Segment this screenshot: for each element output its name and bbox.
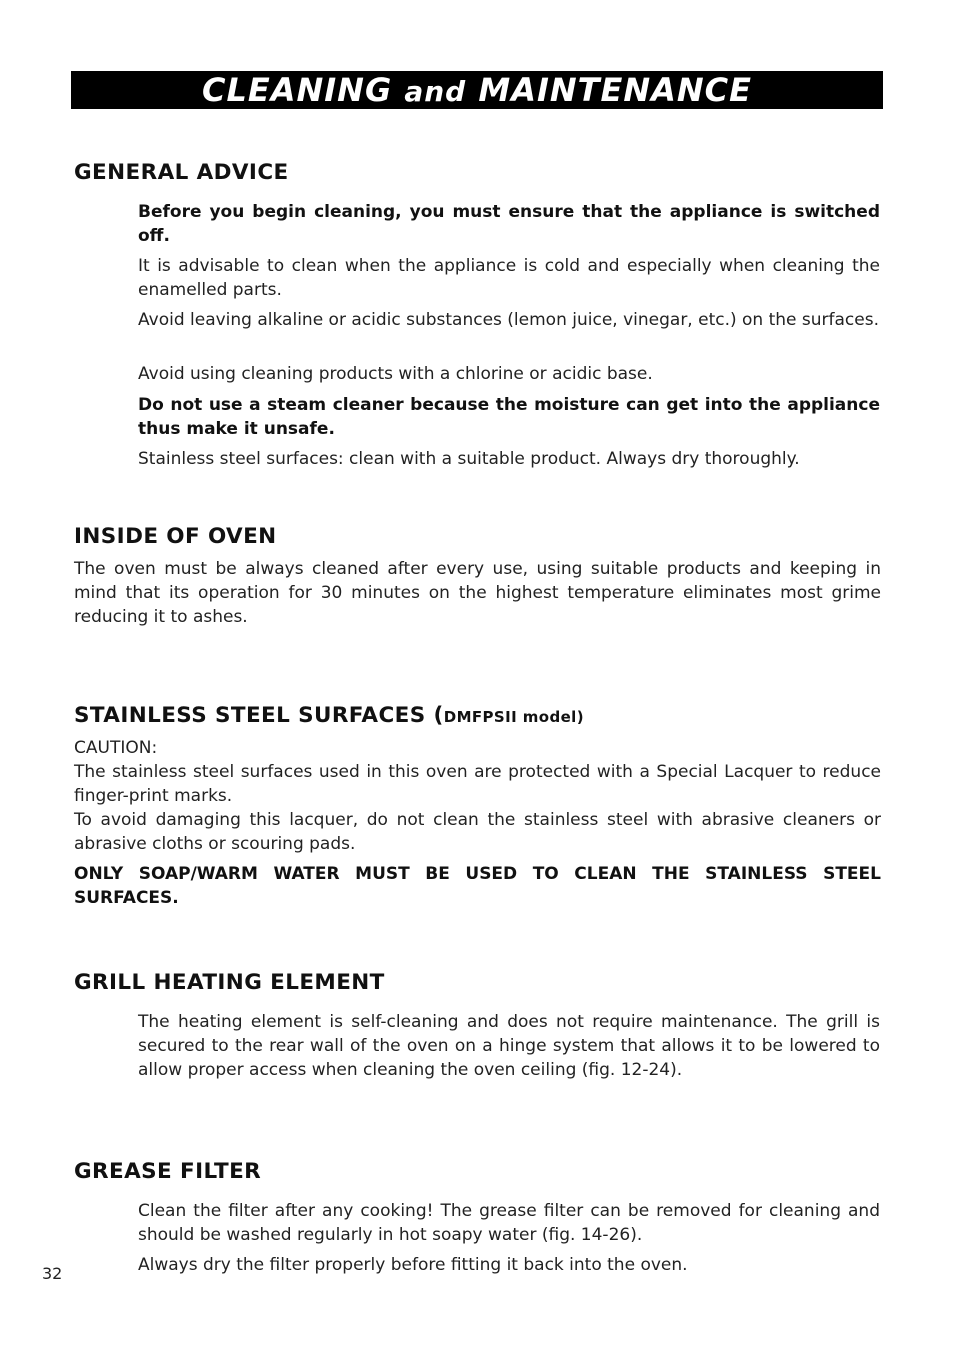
general-advice-p1: Before you begin cleaning, you must ensure that the appliance is switched off. [138, 202, 880, 246]
general-advice-p3: Avoid leaving alkaline or acidic substances (lemon juice, vinegar, etc.) on the surfaces. [138, 310, 879, 330]
title-part3: MAINTENANCE [466, 71, 753, 109]
general-advice-p2: It is advisable to clean when the appliance is cold and especially when cleaning the enamelled parts. [138, 256, 880, 300]
page-number: 32 [42, 1264, 63, 1283]
stainless-caution-label: CAUTION: [74, 738, 158, 758]
general-advice-p4: Avoid using cleaning products with a chlorine or acidic base. [138, 364, 653, 384]
stainless-heading-main: STAINLESS STEEL SURFACES ( [74, 703, 444, 728]
page-title-banner [71, 71, 883, 109]
inside-oven-p1: The oven must be always cleaned after every use, using suitable products and keeping in mind that its operation for 30 minutes on the highest temperature eliminates most grime reducing it to ashes. [74, 559, 881, 627]
title-part2: and [404, 75, 467, 108]
stainless-p2: To avoid damaging this lacquer, do not clean the stainless steel with abrasive cleaners or abrasive cloths or scouring pads. [74, 810, 881, 854]
inside-oven-heading: INSIDE OF OVEN [74, 524, 277, 549]
general-advice-p5: Do not use a steam cleaner because the moisture can get into the appliance thus make it unsafe. [138, 395, 880, 439]
grease-filter-p2: Always dry the filter properly before fitting it back into the oven. [138, 1255, 688, 1275]
stainless-p1: The stainless steel surfaces used in this oven are protected with a Special Lacquer to reduce finger-print marks. [74, 762, 881, 806]
grill-heading: GRILL HEATING ELEMENT [74, 970, 385, 995]
title-part1: CLEANING [201, 71, 405, 109]
grease-filter-p1: Clean the filter after any cooking! The grease filter can be removed for cleaning and should be washed regularly in hot soapy water (fig. 14-26). [138, 1201, 880, 1245]
general-advice-heading: GENERAL ADVICE [74, 160, 289, 185]
stainless-heading-model: DMFPSII model) [443, 708, 584, 726]
stainless-p3: ONLY SOAP/WARM WATER MUST BE USED TO CLEAN THE STAINLESS STEEL SURFACES. [74, 864, 881, 908]
grill-p1: The heating element is self-cleaning and does not require maintenance. The grill is secured to the rear wall of the oven on a hinge system that allows it to be lowered to allow proper access when cleaning the oven ceiling (fig. 12-24). [138, 1012, 880, 1080]
general-advice-p6: Stainless steel surfaces: clean with a suitable product. Always dry thoroughly. [138, 449, 800, 469]
stainless-heading [74, 703, 584, 730]
grease-filter-heading: GREASE FILTER [74, 1159, 262, 1184]
